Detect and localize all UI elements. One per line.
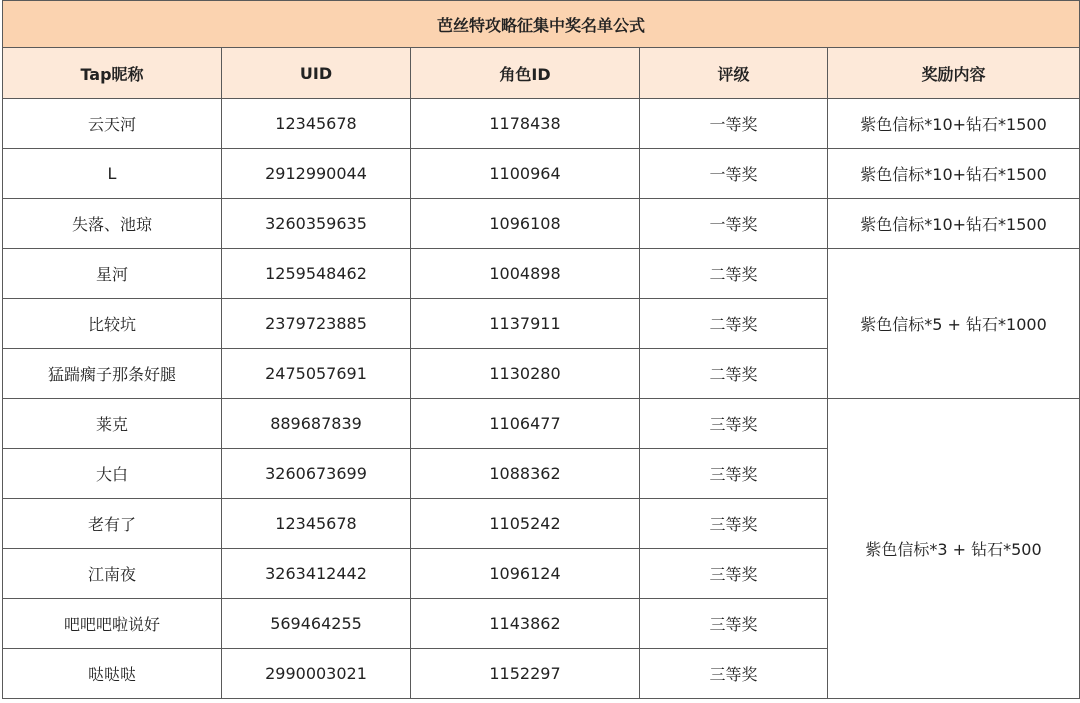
table-row [3, 249, 1080, 299]
header-uid: UID [222, 48, 411, 99]
grade-cell: 一等奖 [640, 199, 828, 249]
nickname-cell: 老有了 [3, 499, 222, 549]
header-role-id: 角色ID [411, 48, 640, 99]
role-id-cell: 1143862 [411, 599, 640, 649]
nickname-cell: L [3, 149, 222, 199]
role-id-cell: 1096108 [411, 199, 640, 249]
uid-cell: 12345678 [222, 99, 411, 149]
table-row [3, 399, 1080, 449]
table-title: 芭丝特攻略征集中奖名单公式 [3, 1, 1080, 48]
reward-cell: 紫色信标*10+钻石*1500 [828, 199, 1080, 249]
grade-cell: 二等奖 [640, 299, 828, 349]
uid-cell: 3260359635 [222, 199, 411, 249]
table-row [3, 99, 1080, 149]
nickname-cell: 猛踹瘸子那条好腿 [3, 349, 222, 399]
grade-cell: 二等奖 [640, 249, 828, 299]
role-id-cell: 1106477 [411, 399, 640, 449]
nickname-cell: 江南夜 [3, 549, 222, 599]
nickname-cell: 星河 [3, 249, 222, 299]
grade-cell: 三等奖 [640, 399, 828, 449]
nickname-cell: 哒哒哒 [3, 649, 222, 699]
nickname-cell: 吧吧吧啦说好 [3, 599, 222, 649]
role-id-cell: 1137911 [411, 299, 640, 349]
nickname-cell: 大白 [3, 449, 222, 499]
grade-cell: 三等奖 [640, 599, 828, 649]
uid-cell: 1259548462 [222, 249, 411, 299]
uid-cell: 2379723885 [222, 299, 411, 349]
nickname-cell: 比较坑 [3, 299, 222, 349]
title-row [3, 1, 1080, 48]
role-id-cell: 1178438 [411, 99, 640, 149]
nickname-cell: 云天河 [3, 99, 222, 149]
table-row [3, 149, 1080, 199]
nickname-cell: 失落、池琼 [3, 199, 222, 249]
grade-cell: 一等奖 [640, 149, 828, 199]
header-nickname: Tap昵称 [3, 48, 222, 99]
role-id-cell: 1152297 [411, 649, 640, 699]
uid-cell: 2990003021 [222, 649, 411, 699]
role-id-cell: 1004898 [411, 249, 640, 299]
uid-cell: 2475057691 [222, 349, 411, 399]
grade-cell: 三等奖 [640, 449, 828, 499]
role-id-cell: 1105242 [411, 499, 640, 549]
role-id-cell: 1088362 [411, 449, 640, 499]
uid-cell: 3260673699 [222, 449, 411, 499]
grade-cell: 二等奖 [640, 349, 828, 399]
reward-cell-second-prize: 紫色信标*5 + 钻石*1000 [828, 249, 1080, 399]
reward-cell: 紫色信标*10+钻石*1500 [828, 99, 1080, 149]
uid-cell: 2912990044 [222, 149, 411, 199]
winners-table [2, 0, 1080, 699]
table-row [3, 199, 1080, 249]
uid-cell: 889687839 [222, 399, 411, 449]
uid-cell: 3263412442 [222, 549, 411, 599]
grade-cell: 三等奖 [640, 549, 828, 599]
grade-cell: 一等奖 [640, 99, 828, 149]
nickname-cell: 莱克 [3, 399, 222, 449]
role-id-cell: 1130280 [411, 349, 640, 399]
reward-cell: 紫色信标*10+钻石*1500 [828, 149, 1080, 199]
grade-cell: 三等奖 [640, 649, 828, 699]
uid-cell: 569464255 [222, 599, 411, 649]
header-grade: 评级 [640, 48, 828, 99]
role-id-cell: 1100964 [411, 149, 640, 199]
role-id-cell: 1096124 [411, 549, 640, 599]
grade-cell: 三等奖 [640, 499, 828, 549]
header-row [3, 48, 1080, 99]
reward-cell-third-prize: 紫色信标*3 + 钻石*500 [828, 399, 1080, 699]
header-reward: 奖励内容 [828, 48, 1080, 99]
uid-cell: 12345678 [222, 499, 411, 549]
